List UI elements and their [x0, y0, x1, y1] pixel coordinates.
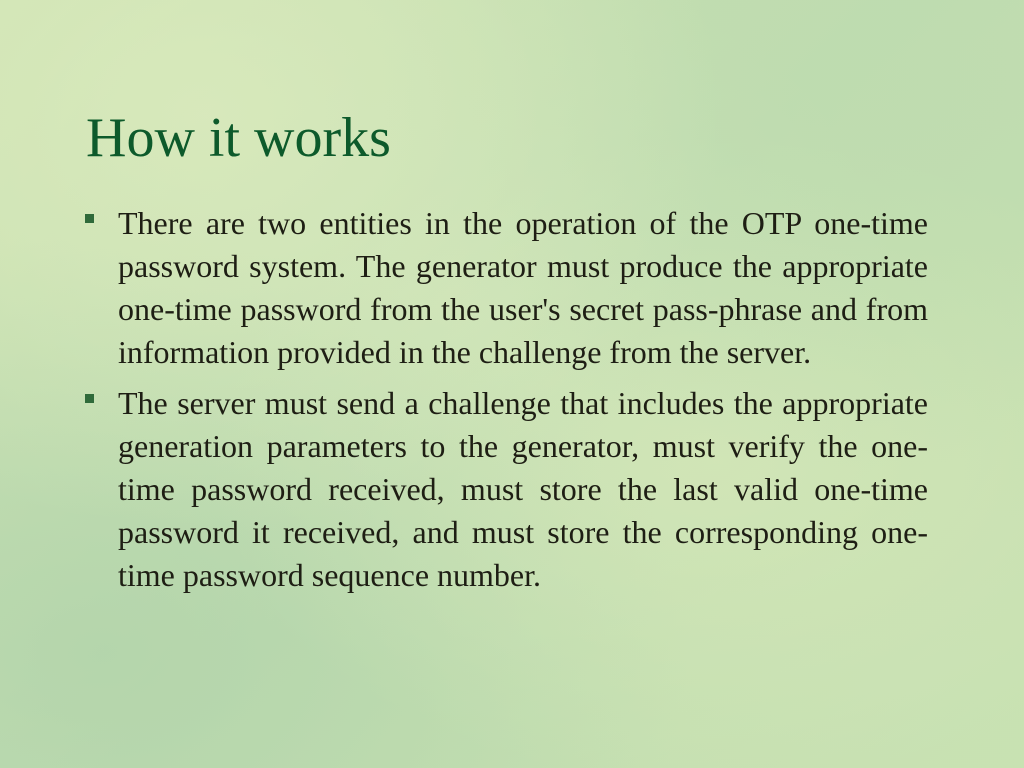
bullet-list [82, 202, 928, 605]
bullet-item-2 [82, 382, 928, 597]
square-bullet-icon [85, 394, 94, 403]
bullet-text: There are two entities in the operation of the OTP one-time password system. The generator must produce the appropriate one-time password from the user's secret pass-phrase and from information provided in the challenge from the server. [118, 205, 928, 370]
bullet-text: The server must send a challenge that includes the appropriate generation parameters to the generator, must verify the one-time password received, must store the last valid one-time password it received, and must store the corresponding one-time password sequence number. [118, 385, 928, 593]
bullet-item-1 [82, 202, 928, 374]
square-bullet-icon [85, 214, 94, 223]
slide-title: How it works [86, 107, 391, 169]
